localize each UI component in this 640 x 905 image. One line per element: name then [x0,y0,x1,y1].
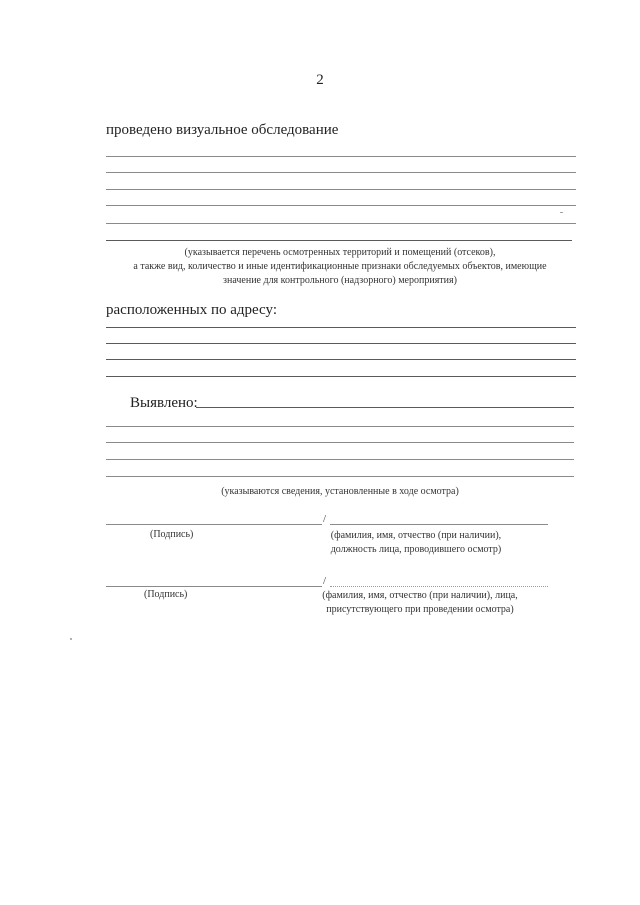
address-line[interactable] [106,376,576,377]
inspection-hint-line: значение для контрольного (надзорного) мероприятия) [223,275,457,286]
signature-separator: / [323,575,327,587]
address-line[interactable] [106,327,576,328]
address-label: расположенных по адресу: [106,302,277,318]
inspection-line[interactable] [106,156,576,157]
inspector-signature-label: (Подпись) [150,529,194,540]
findings-line[interactable] [106,459,574,460]
findings-line[interactable] [106,426,574,427]
scan-speck [70,638,72,640]
inspector-description-line: (фамилия, имя, отчество (при наличии), [330,530,502,541]
inspection-hint-line: а также вид, количество и иные идентификационные признаки обследуемых объектов, имеющие [133,261,547,272]
findings-hint: (указываются сведения, установленные в ходе осмотра) [221,486,459,497]
witness-signature-label: (Подпись) [144,589,188,600]
signature-separator: / [323,513,327,525]
inspection-hint [0,246,640,288]
findings-line[interactable] [106,476,574,477]
inspector-name-line[interactable] [330,524,548,525]
inspection-hint-line: (указывается перечень осмотренных территорий и помещений (отсеков), [184,247,496,258]
inspection-line[interactable] [106,172,576,173]
inspector-description [306,529,526,557]
page-number: 2 [316,72,324,88]
witness-description [300,589,540,617]
address-line[interactable] [106,359,576,360]
inspection-line[interactable] [106,205,576,206]
scan-speck [560,212,563,213]
findings-line[interactable] [196,407,574,408]
inspector-description-line: должность лица, проводившего осмотр) [330,544,502,555]
inspection-line[interactable] [106,223,576,224]
inspection-intro: проведено визуальное обследование [106,122,339,138]
witness-description-line: (фамилия, имя, отчество (при наличии), лица, [322,590,518,601]
inspection-line[interactable] [106,240,572,241]
witness-description-line: присутствующего при проведении осмотра) [326,604,514,615]
inspection-line[interactable] [106,189,576,190]
findings-label: Выявлено: [130,395,198,411]
address-line[interactable] [106,343,576,344]
witness-name-line[interactable] [330,586,548,587]
findings-line[interactable] [106,442,574,443]
witness-signature-line[interactable] [106,586,322,587]
inspector-signature-line[interactable] [106,524,322,525]
